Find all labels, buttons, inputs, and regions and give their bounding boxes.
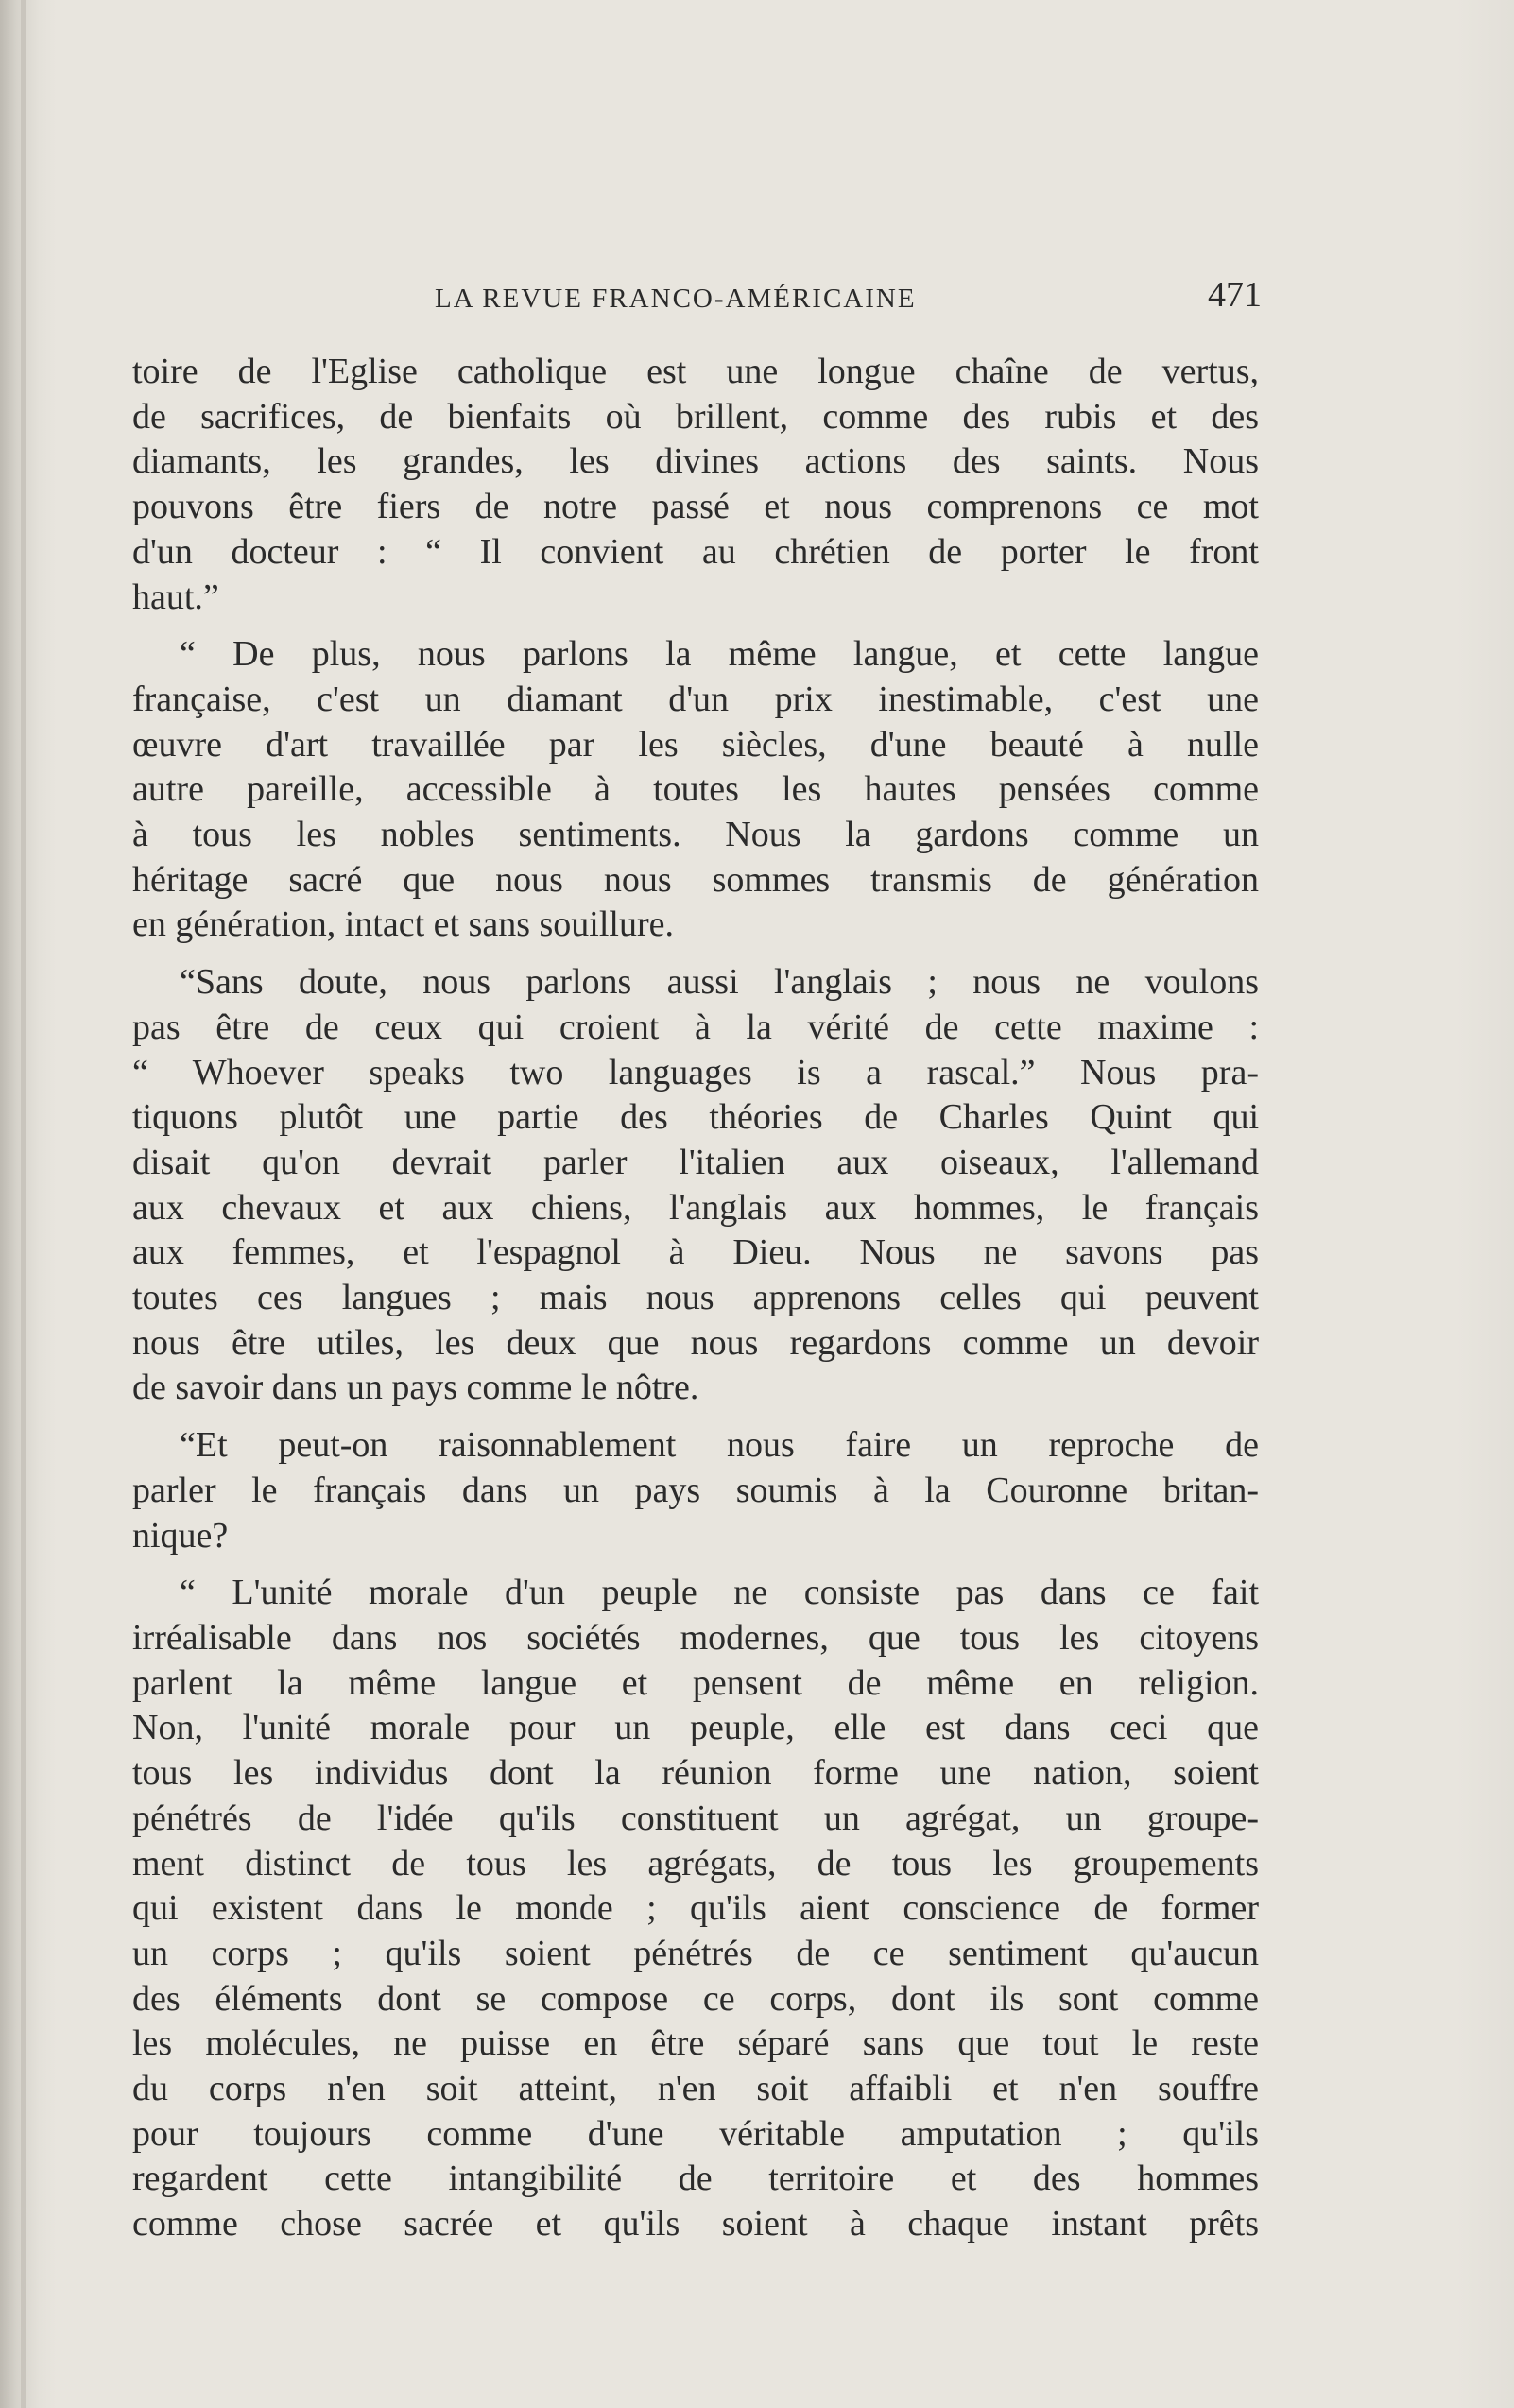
text-line: Non, l'unité morale pour un peuple, elle est dans ceci que	[132, 1708, 1259, 1748]
text-line: les molécules, ne puisse en être séparé sans que tout le reste	[132, 2023, 1259, 2064]
text-line: parler le français dans un pays soumis à la Couronne britan-	[132, 1470, 1259, 1510]
text-line: ment distinct de tous les agrégats, de tous les groupements	[132, 1843, 1259, 1883]
text-line: comme chose sacrée et qu'ils soient à chaque instant prêts	[132, 2204, 1259, 2245]
paragraph	[132, 632, 1259, 948]
text-line: “ De plus, nous parlons la même langue, et cette langue	[180, 634, 1259, 675]
text-line: de savoir dans un pays comme le nôtre.	[132, 1367, 699, 1408]
text-line: pouvons être fiers de notre passé et nous comprenons ce mot	[132, 487, 1259, 527]
text-line: aux chevaux et aux chiens, l'anglais aux hommes, le français	[132, 1187, 1259, 1228]
text-line: de sacrifices, de bienfaits où brillent, comme des rubis et des	[132, 396, 1259, 437]
page-number: 471	[1208, 275, 1262, 315]
text-line: française, c'est un diamant d'un prix inestimable, c'est une	[132, 679, 1259, 719]
paragraph	[132, 960, 1259, 1411]
paragraph	[132, 350, 1259, 620]
text-line: à tous les nobles sentiments. Nous la gardons comme un	[132, 815, 1259, 855]
text-line: nous être utiles, les deux que nous regardons comme un devoir	[132, 1322, 1259, 1363]
text-line: diamants, les grandes, les divines actions des saints. Nous	[132, 441, 1259, 482]
text-line: “ Whoever speaks two languages is a rascal.” Nous pra-	[132, 1052, 1259, 1092]
text-line: autre pareille, accessible à toutes les hautes pensées comme	[132, 769, 1259, 810]
text-line: “ L'unité morale d'un peuple ne consiste pas dans ce fait	[180, 1573, 1259, 1613]
binding-edge	[21, 0, 26, 2408]
text-line: aux femmes, et l'espagnol à Dieu. Nous ne savons pas	[132, 1232, 1259, 1273]
paragraph	[132, 1423, 1259, 1558]
text-line: pas être de ceux qui croient à la vérité de cette maxime :	[132, 1006, 1259, 1047]
running-head	[435, 274, 1262, 321]
text-line: héritage sacré que nous nous sommes transmis de génération	[132, 859, 1259, 900]
text-line: des éléments dont se compose ce corps, dont ils sont comme	[132, 1978, 1259, 2019]
text-line: parlent la même langue et pensent de même en religion.	[132, 1662, 1259, 1703]
text-line: “Sans doute, nous parlons aussi l'anglais ; nous ne voulons	[180, 962, 1259, 1003]
paragraph	[132, 1571, 1259, 2247]
text-line: un corps ; qu'ils soient pénétrés de ce sentiment qu'aucun	[132, 1933, 1259, 1973]
text-line: tiquons plutôt une partie des théories de Charles Quint qui	[132, 1097, 1259, 1138]
text-line: irréalisable dans nos sociétés modernes, que tous les citoyens	[132, 1617, 1259, 1658]
text-line: toutes ces langues ; mais nous apprenons celles qui peuvent	[132, 1278, 1259, 1318]
text-line: pour toujours comme d'une véritable amputation ; qu'ils	[132, 2113, 1259, 2154]
text-line: “Et peut-on raisonnablement nous faire un reproche de	[180, 1425, 1259, 1466]
text-line: œuvre d'art travaillée par les siècles, d'une beauté à nulle	[132, 724, 1259, 765]
text-line: disait qu'on devrait parler l'italien aux oiseaux, l'allemand	[132, 1142, 1259, 1182]
text-line: du corps n'en soit atteint, n'en soit affaibli et n'en souffre	[132, 2069, 1259, 2109]
running-title: LA REVUE FRANCO-AMÉRICAINE	[435, 284, 917, 314]
text-line: d'un docteur : “ Il convient au chrétien de porter le front	[132, 531, 1259, 572]
body-text	[132, 350, 1259, 2260]
text-line: qui existent dans le monde ; qu'ils aient conscience de former	[132, 1888, 1259, 1929]
text-line: tous les individus dont la réunion forme une nation, soient	[132, 1753, 1259, 1794]
text-line: pénétrés de l'idée qu'ils constituent un agrégat, un groupe-	[132, 1797, 1259, 1838]
text-line: en génération, intact et sans souillure.	[132, 904, 674, 945]
text-line: regardent cette intangibilité de territoire et des hommes	[132, 2159, 1259, 2199]
text-line: nique?	[132, 1515, 229, 1556]
text-line: toire de l'Eglise catholique est une longue chaîne de vertus,	[132, 352, 1259, 391]
text-line: haut.”	[132, 576, 219, 617]
